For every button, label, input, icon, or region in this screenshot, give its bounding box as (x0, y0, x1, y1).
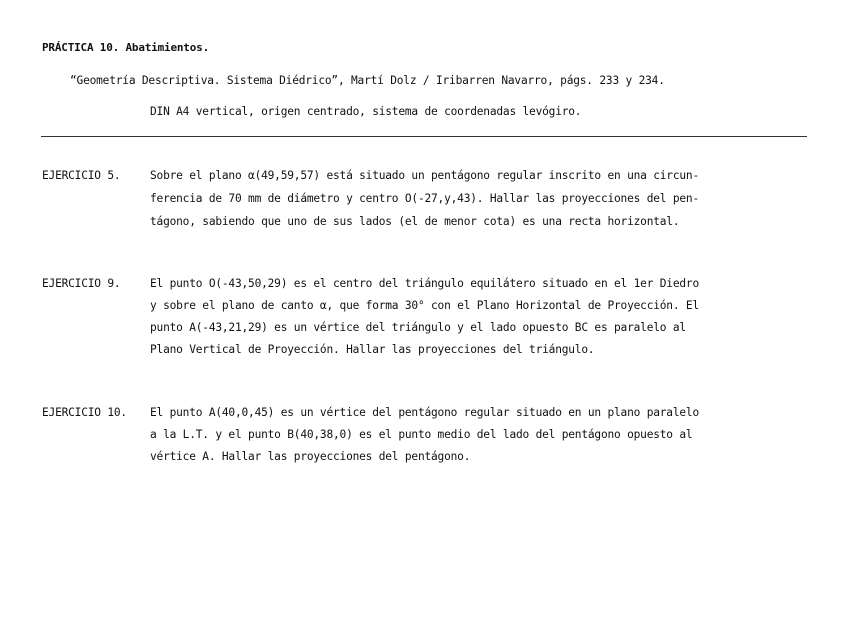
exercise-label: EJERCICIO 5. (42, 169, 121, 182)
exercise-text-line: El punto A(40,0,45) es un vértice del pentágono regular situado en un plano paralelo (150, 406, 699, 419)
exercise-label: EJERCICIO 9. (42, 277, 121, 290)
exercise-text-line: Sobre el plano α(49,59,57) está situado un pentágono regular inscrito en una circun- (150, 169, 699, 182)
exercise-text-line: El punto O(-43,50,29) es el centro del triángulo equilátero situado en el 1er Diedro (150, 277, 699, 290)
exercise-text-line: tágono, sabiendo que uno de sus lados (el de menor cota) es una recta horizontal. (150, 215, 680, 228)
exercise-label: EJERCICIO 10. (42, 406, 127, 419)
exercise-text-line: punto A(-43,21,29) es un vértice del triángulo y el lado opuesto BC es paralelo al (150, 321, 686, 334)
paper-format-note: DIN A4 vertical, origen centrado, sistema de coordenadas levógiro. (150, 105, 582, 118)
bibliographic-reference: “Geometría Descriptiva. Sistema Diédrico”, Martí Dolz / Iribarren Navarro, págs. 233 y 234. (70, 74, 665, 87)
header-divider (41, 136, 807, 137)
exercise-text-line: a la L.T. y el punto B(40,38,0) es el punto medio del lado del pentágono opuesto al (150, 428, 693, 441)
practice-title: PRÁCTICA 10. Abatimientos. (42, 41, 209, 54)
exercise-text-line: vértice A. Hallar las proyecciones del pentágono. (150, 450, 471, 463)
exercise-text-line: y sobre el plano de canto α, que forma 30° con el Plano Horizontal de Proyección. El (150, 299, 699, 312)
exercise-text-line: ferencia de 70 mm de diámetro y centro O(-27,y,43). Hallar las proyecciones del pen- (150, 192, 699, 205)
exercise-text-line: Plano Vertical de Proyección. Hallar las proyecciones del triángulo. (150, 343, 595, 356)
